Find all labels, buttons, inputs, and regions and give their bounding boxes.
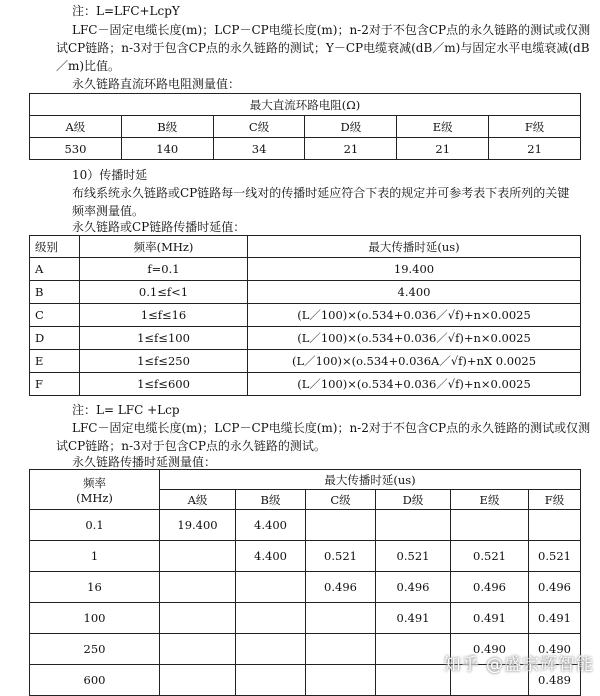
resistance-value: 21 bbox=[489, 138, 581, 160]
grade-header: C级 bbox=[213, 116, 305, 138]
watermark: 知乎 @盛宗辉智能 bbox=[443, 655, 594, 675]
delay-freq: 1≤f≤100 bbox=[80, 327, 248, 350]
delay-header-grade: 级别 bbox=[30, 236, 80, 258]
grade-header: F级 bbox=[529, 490, 581, 510]
resistance-table-title: 最大直流环路电阻(Ω) bbox=[30, 94, 581, 116]
note1-title: 注：L=LFC+LcpY bbox=[72, 4, 180, 18]
delay-grade: A bbox=[30, 258, 80, 281]
measure-cell bbox=[306, 603, 376, 634]
note1-line2: 试CP链路；n-3对于包含CP点的永久链路的测试；Y－CP电缆衰减(dB／m)与固定水平电缆衰减(dB bbox=[56, 41, 590, 55]
measure-cell bbox=[236, 634, 306, 665]
grade-header: F级 bbox=[489, 116, 581, 138]
delay-freq: 1≤f≤250 bbox=[80, 350, 248, 373]
measure-cell: 0.489 bbox=[529, 665, 581, 696]
measure-table-title: 最大传播时延(us) bbox=[160, 470, 581, 490]
measure-cell: 0.491 bbox=[529, 603, 581, 634]
delay-freq: 1≤f≤600 bbox=[80, 373, 248, 396]
delay-freq: f=0.1 bbox=[80, 258, 248, 281]
delay-header-max: 最大传播时延(us) bbox=[248, 236, 581, 258]
delay-freq: 0.1≤f<1 bbox=[80, 281, 248, 304]
grade-header: D级 bbox=[376, 490, 451, 510]
measure-heading: 永久链路传播时延测量值： bbox=[72, 455, 217, 469]
measure-cell: 0.490 bbox=[529, 634, 581, 665]
grade-header: A级 bbox=[160, 490, 236, 510]
grade-header: B级 bbox=[236, 490, 306, 510]
measure-cell: 0.496 bbox=[451, 572, 529, 603]
delay-grade: C bbox=[30, 304, 80, 327]
measure-cell bbox=[236, 665, 306, 696]
measure-cell bbox=[160, 541, 236, 572]
measure-cell: 0.490 bbox=[451, 634, 529, 665]
measure-freq: 1 bbox=[30, 541, 160, 572]
delay-formula: 4.400 bbox=[248, 281, 581, 304]
measure-cell: 0.521 bbox=[306, 541, 376, 572]
delay-header-freq: 频率(MHz) bbox=[80, 236, 248, 258]
grade-header: B级 bbox=[121, 116, 213, 138]
freq-header-line2: (MHz) bbox=[76, 490, 113, 505]
measure-freq: 600 bbox=[30, 665, 160, 696]
section10-line1: 布线系统永久链路或CP链路每一线对的传播时延应符合下表的规定并可参考表下表所列的关键 bbox=[72, 186, 570, 200]
note2-line2: 试CP链路；n-3对于包含CP点的永久链路的测试。 bbox=[56, 439, 326, 453]
note2-line1: LFC－固定电缆长度(m)；LCP－CP电缆长度(m)；n-2对于不包含CP点的永久链路的测试或仅测 bbox=[72, 421, 591, 435]
note2-title: 注：L= LFC +Lcp bbox=[72, 403, 180, 417]
measure-cell bbox=[160, 665, 236, 696]
section10-title: 10）传播时延 bbox=[72, 168, 148, 182]
measure-cell bbox=[160, 603, 236, 634]
measure-cell bbox=[376, 510, 451, 541]
measure-cell: 0.491 bbox=[451, 603, 529, 634]
measure-freq: 100 bbox=[30, 603, 160, 634]
delay-formula: (L／100)×(o.534+0.036／√f)+n×0.0025 bbox=[248, 304, 581, 327]
delay-grade: D bbox=[30, 327, 80, 350]
measure-cell: 0.496 bbox=[529, 572, 581, 603]
resistance-heading: 永久链路直流环路电阻测量值： bbox=[72, 77, 241, 91]
measure-cell bbox=[306, 510, 376, 541]
delay-freq: 1≤f≤16 bbox=[80, 304, 248, 327]
measure-freq: 250 bbox=[30, 634, 160, 665]
measure-cell: 0.521 bbox=[376, 541, 451, 572]
resistance-value: 21 bbox=[397, 138, 489, 160]
resistance-value: 140 bbox=[121, 138, 213, 160]
measure-cell: 0.496 bbox=[306, 572, 376, 603]
measure-cell bbox=[236, 603, 306, 634]
grade-header: D级 bbox=[305, 116, 397, 138]
measure-cell bbox=[306, 665, 376, 696]
measure-cell bbox=[529, 510, 581, 541]
measure-cell bbox=[376, 634, 451, 665]
measure-cell bbox=[306, 634, 376, 665]
measure-cell: 0.491 bbox=[376, 603, 451, 634]
delay-grade: B bbox=[30, 281, 80, 304]
measure-freq: 16 bbox=[30, 572, 160, 603]
section10-line2: 频率测量值。 bbox=[72, 204, 145, 218]
measure-cell bbox=[236, 572, 306, 603]
note1-line3: ／m)比值。 bbox=[56, 59, 121, 73]
delay-grade: F bbox=[30, 373, 80, 396]
measure-cell bbox=[376, 665, 451, 696]
delay-formula: (L／100)×(o.534+0.036／√f)+n×0.0025 bbox=[248, 373, 581, 396]
measure-cell: 0.521 bbox=[451, 541, 529, 572]
delay-grade: E bbox=[30, 350, 80, 373]
resistance-value: 21 bbox=[305, 138, 397, 160]
delay-heading: 永久链路或CP链路传播时延值： bbox=[72, 220, 246, 234]
measure-cell bbox=[160, 634, 236, 665]
measure-cell: 4.400 bbox=[236, 510, 306, 541]
delay-formula: (L／100)×(o.534+0.036A／√f)+nX 0.0025 bbox=[248, 350, 581, 373]
measure-freq-header bbox=[30, 470, 160, 510]
measure-cell bbox=[451, 510, 529, 541]
measure-cell: 4.400 bbox=[236, 541, 306, 572]
freq-header-line1: 频率 bbox=[83, 475, 106, 490]
measure-cell: 0.521 bbox=[529, 541, 581, 572]
grade-header: C级 bbox=[306, 490, 376, 510]
grade-header: A级 bbox=[30, 116, 122, 138]
delay-formula: (L／100)×(o.534+0.036／√f)+n×0.0025 bbox=[248, 327, 581, 350]
grade-header: E级 bbox=[451, 490, 529, 510]
measure-cell: 19.400 bbox=[160, 510, 236, 541]
delay-formula: 19.400 bbox=[248, 258, 581, 281]
resistance-table bbox=[29, 93, 581, 160]
resistance-value: 34 bbox=[213, 138, 305, 160]
note1-line1: LFC－固定电缆长度(m)；LCP－CP电缆长度(m)；n-2对于不包含CP点的永久链路的测试或仅测 bbox=[72, 23, 591, 37]
delay-table bbox=[29, 235, 581, 396]
grade-header: E级 bbox=[397, 116, 489, 138]
resistance-value: 530 bbox=[30, 138, 122, 160]
measure-freq: 0.1 bbox=[30, 510, 160, 541]
measure-cell: 0.496 bbox=[376, 572, 451, 603]
measure-cell bbox=[160, 572, 236, 603]
